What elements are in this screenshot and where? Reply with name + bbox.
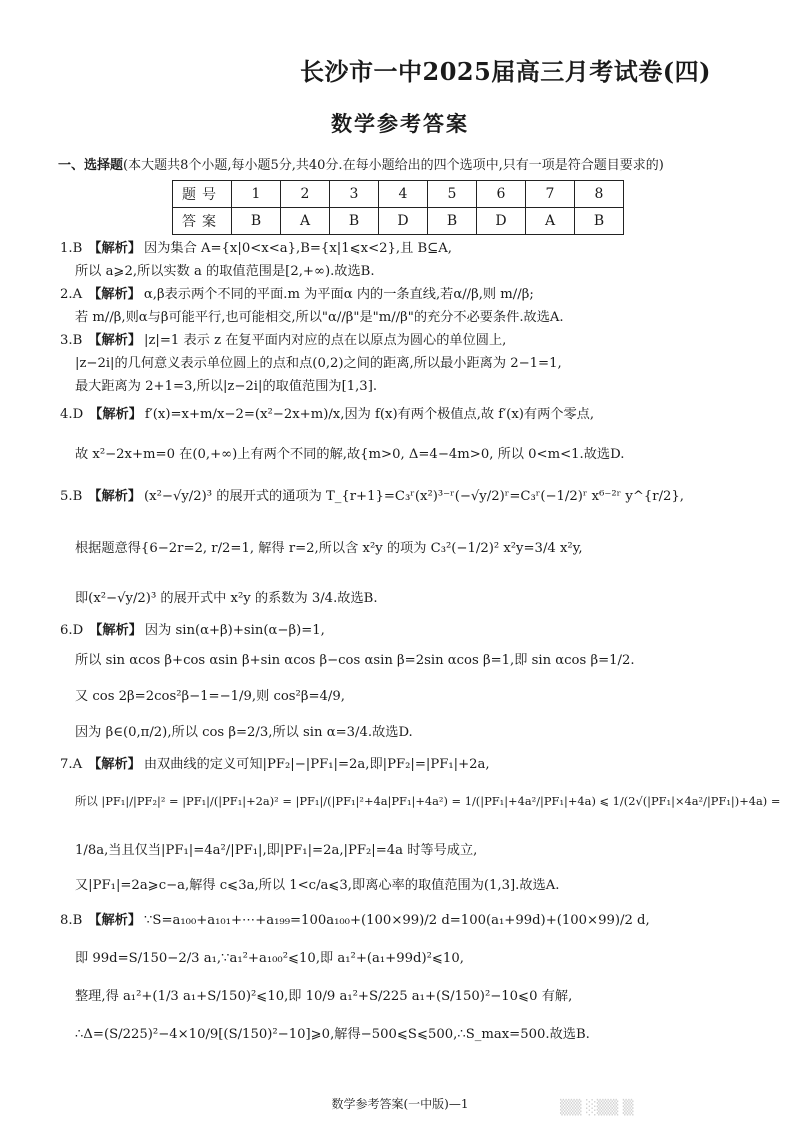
table-header-answer: 答案 (173, 208, 232, 235)
solution-line: 因为 β∈(0,π/2),所以 cos β=2/3,所以 sin α=3/4.故选D. (75, 725, 413, 740)
solution-line: 若 m//β,则α与β可能平行,也可能相交,所以"α//β"是"m//β"的充分不必要条件.故选A. (75, 310, 564, 325)
question-label: 8.B (60, 913, 83, 928)
solution-text: 由双曲线的定义可知|PF₂|−|PF₁|=2a,即|PF₂|=|PF₁|+2a, (143, 757, 490, 772)
solution-line (60, 622, 760, 640)
solution-line: 根据题意得{6−2r=2, r/2=1, 解得 r=2,所以含 x²y 的项为 C₃²(−1/2)² x²y=3/4 x²y, (75, 541, 583, 556)
question-label: 5.B (60, 489, 83, 504)
solution-line: |z−2i|的几何意义表示单位圆上的点和点(0,2)之间的距离,所以最小距离为 2−1=1, (75, 356, 562, 371)
question-label: 7.A (60, 757, 83, 772)
solution-text: α,β表示两个不同的平面.m 为平面α 内的一条直线,若α//β,则 m//β; (143, 287, 534, 302)
solution-line: 即 99d=S/150−2/3 a₁,∵a₁²+a₁₀₀²⩽10,即 a₁²+(a₁+99d)²⩽10, (75, 951, 464, 966)
solution-line: 故 x²−2x+m=0 在(0,+∞)上有两个不同的解,故{m>0, Δ=4−4m>0, 所以 0<m<1.故选D. (75, 447, 625, 462)
solution-line: 整理,得 a₁²+(1/3 a₁+S/150)²⩽10,即 10/9 a₁²+S/225 a₁+(S/150)²−10⩽0 有解, (75, 989, 573, 1004)
solution-line: 所以 |PF₁|/|PF₂|² = |PF₁|/(|PF₁|+2a)² = |PF₁|/(|PF₁|²+4a|PF₁|+4a²) = 1/(|PF₁|+4a²/|PF₁|+4a) ⩽ 1/(2√(|PF₁|×4a²/|PF₁|)+4a) = (75, 794, 781, 808)
table-cell-answer: A (526, 208, 575, 235)
table-cell-number: 8 (575, 181, 624, 208)
table-cell-answer: A (281, 208, 330, 235)
answer-table (172, 180, 624, 235)
section-heading (58, 154, 788, 173)
analysis-tag: 【解析】 (88, 489, 142, 504)
solution-text: f′(x)=x+m/x−2=(x²−2x+m)/x,因为 f(x)有两个极值点,故 f′(x)有两个零点, (144, 407, 595, 422)
table-cell-number: 2 (281, 181, 330, 208)
question-label: 2.A (60, 287, 83, 302)
solution-text: (x²−√y/2)³ 的展开式的通项为 T_{r+1}=C₃ʳ(x²)³⁻ʳ(−√y/2)ʳ=C₃ʳ(−1/2)ʳ x⁶⁻²ʳ y^{r/2}, (144, 489, 685, 504)
table-cell-answer: D (379, 208, 428, 235)
answer-table-answer-row (173, 208, 624, 235)
document-title: 数学参考答案 (331, 111, 469, 136)
solution-text: |z|=1 表示 z 在复平面内对应的点在以原点为圆心的单位圆上, (144, 333, 507, 348)
question-label: 1.B (60, 241, 83, 256)
solution-text: ∵S=a₁₀₀+a₁₀₁+⋯+a₁₉₉=100a₁₀₀+(100×99)/2 d=100(a₁+99d)+(100×99)/2 d, (144, 913, 650, 928)
solution-line: ∴Δ=(S/225)²−4×10/9[(S/150)²−10]⩾0,解得−500⩽S⩽500,∴S_max=500.故选B. (75, 1027, 590, 1042)
analysis-tag: 【解析】 (88, 333, 142, 348)
table-cell-number: 7 (526, 181, 575, 208)
table-cell-answer: B (330, 208, 379, 235)
solution-line (60, 406, 760, 424)
solution-line (60, 756, 760, 774)
watermark-logo: ▒▒ ░▒▒ ▒ (560, 1100, 634, 1116)
table-header-number: 题号 (173, 181, 232, 208)
answer-table-number-row (173, 181, 624, 208)
analysis-tag: 【解析】 (89, 623, 142, 638)
solution-line: 最大距离为 2+1=3,所以|z−2i|的取值范围为[1,3]. (75, 379, 378, 394)
solution-line: 又 cos 2β=2cos²β−1=−1/9,则 cos²β=4/9, (75, 689, 345, 704)
solution-line: 所以 a⩾2,所以实数 a 的取值范围是[2,+∞).故选B. (75, 264, 375, 279)
table-cell-answer: B (428, 208, 477, 235)
solution-line (60, 912, 760, 930)
table-cell-number: 3 (330, 181, 379, 208)
section-label: 一、选择题 (58, 158, 124, 173)
solution-line (60, 286, 760, 304)
section-instructions: (本大题共8个小题,每小题5分,共40分.在每小题给出的四个选项中,只有一项是符合题目要求的) (123, 158, 664, 173)
page-footer: 数学参考答案(一中版)—1 (331, 1097, 469, 1111)
solution-line: 1/8a,当且仅当|PF₁|=4a²/|PF₁|,即|PF₁|=2a,|PF₂|=4a 时等号成立, (75, 843, 478, 858)
solution-line (60, 332, 760, 350)
solution-line: 即(x²−√y/2)³ 的展开式中 x²y 的系数为 3/4.故选B. (75, 591, 378, 606)
table-cell-answer: B (232, 208, 281, 235)
analysis-tag: 【解析】 (88, 913, 142, 928)
table-cell-number: 5 (428, 181, 477, 208)
analysis-tag: 【解析】 (88, 757, 141, 772)
table-cell-number: 1 (232, 181, 281, 208)
solution-text: 因为 sin(α+β)+sin(α−β)=1, (144, 623, 325, 638)
table-cell-number: 6 (477, 181, 526, 208)
analysis-tag: 【解析】 (88, 241, 142, 256)
solution-text: 因为集合 A={x|0<x<a},B={x|1⩽x<2},且 B⊆A, (144, 241, 452, 256)
question-label: 3.B (60, 333, 83, 348)
question-label: 4.D (60, 407, 84, 422)
analysis-tag: 【解析】 (88, 287, 141, 302)
solution-line: 又|PF₁|=2a⩾c−a,解得 c⩽3a,所以 1<c/a⩽3,即离心率的取值范围为(1,3].故选A. (75, 878, 560, 893)
table-cell-number: 4 (379, 181, 428, 208)
table-cell-answer: D (477, 208, 526, 235)
question-label: 6.D (60, 623, 84, 638)
solution-line: 所以 sin αcos β+cos αsin β+sin αcos β−cos αsin β=2sin αcos β=1,即 sin αcos β=1/2. (75, 653, 635, 668)
solution-line (60, 240, 760, 258)
school-exam-title: 长沙市一中2025届高三月考试卷(四) (300, 57, 712, 86)
analysis-tag: 【解析】 (89, 407, 142, 422)
solution-line (60, 488, 760, 506)
table-cell-answer: B (575, 208, 624, 235)
